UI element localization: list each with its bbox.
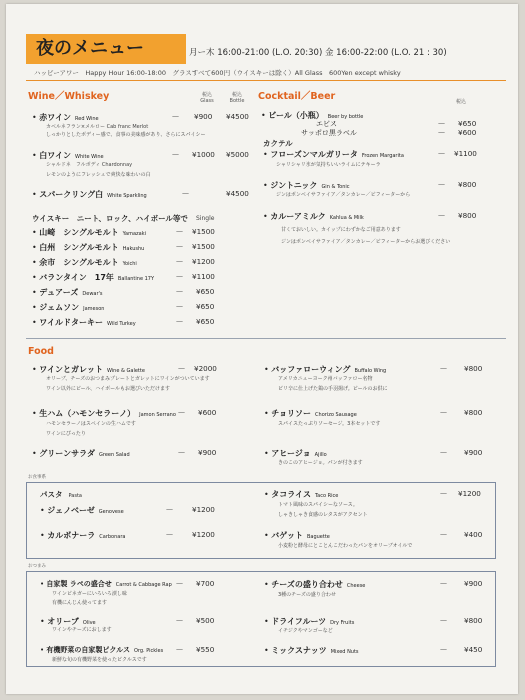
item-name-en: Ballantine 17Y: [117, 276, 155, 282]
item-name: ドライフルーツ: [271, 617, 327, 626]
menu-item-sparkling: • スパークリング白 White Sparkling: [32, 190, 147, 199]
dash: —: [182, 189, 189, 197]
item-desc: ハモンセラーノはスペインの生ハムです: [46, 421, 136, 427]
item-desc: ピリ辛に仕上げた鶏の手羽揚げ。ビールのお供に: [278, 386, 388, 392]
menu-item-cocktail: • ジントニック Gin & Tonic: [263, 181, 350, 190]
item-desc: 有機にんじん使ってます: [52, 600, 108, 606]
dash: —: [176, 302, 183, 310]
pasta-heading-jp: パスタ: [40, 490, 63, 499]
menu-item-cocktail: • カルーアミルク Kahlua & Milk: [263, 212, 364, 221]
menu-item-snack: • オリーブ Olive: [40, 617, 96, 626]
item-desc: きのこのアヒージョ。パンが付きます: [278, 460, 363, 466]
cocktail-heading: カクテル: [263, 139, 293, 148]
dash: —: [438, 149, 445, 157]
menu-item-whisky: • 余市 シングルモルト Yoichi: [32, 258, 137, 267]
menu-item-white-wine: • 白ワイン White Wine: [32, 151, 104, 160]
item-name-en: Wine & Galette: [106, 368, 145, 374]
dash: —: [440, 408, 447, 416]
item-name: ワインとガレット: [39, 365, 103, 374]
item-name-en: Dewar's: [82, 291, 103, 297]
item-desc: ワイン以外にビール、ハイボールもお選びいただけます: [46, 386, 171, 392]
bottle-tax-label: 税込: [231, 92, 242, 98]
bottle-header: [222, 92, 252, 104]
item-name-en: Frozen Margarita: [361, 153, 404, 159]
dash: —: [176, 616, 183, 624]
item-name-en: Yoichi: [122, 261, 137, 267]
menu-item-food: • バッファローウィング Buffalo Wing: [264, 365, 387, 374]
item-name-en: White Sparkling: [107, 193, 147, 199]
item-desc: 新鮮な旬の有機野菜を使ったピクルスです: [52, 657, 147, 663]
menu-item-pasta: • カルボナーラ Carbonara: [40, 531, 126, 540]
happy-hour-note: ハッピーアワー Happy Hour 16:00-18:00 グラスすべて600円（ウイスキーは除く）All Glass 600Yen except whisky: [34, 69, 401, 77]
beer-sapporo: サッポロ黒ラベル: [301, 129, 357, 137]
item-name: 赤ワイン: [39, 113, 72, 122]
price: ¥900: [464, 448, 483, 457]
menu-item-cocktail: • フローズンマルガリータ Frozen Margarita: [263, 150, 404, 159]
item-name-en: Buffalo Wing: [354, 368, 387, 374]
menu-title: 夜のメニュー: [26, 34, 186, 64]
item-name: バゲット: [271, 531, 303, 540]
dash: —: [178, 448, 185, 456]
item-desc: シャルドネ フルボディ Chardonnay: [46, 162, 133, 168]
menu-item-snack: • ドライフルーツ Dry Fruits: [264, 617, 355, 626]
price-bottle: ¥4500: [226, 112, 249, 121]
item-desc: ジンはボンベイサファイア／タンカレー／ビフィーターからお選びください: [281, 239, 451, 245]
menu-item-food: • 生ハム（ハモンセラーノ） Jamon Serrano: [32, 409, 176, 418]
price: ¥400: [464, 530, 483, 539]
dash: —: [438, 180, 445, 188]
dash: —: [438, 119, 445, 127]
dash: —: [440, 364, 447, 372]
opening-hours: 月ー木 16:00-21:00 (L.O. 20:30) 金 16:00-22:00 (L.O. 21 : 30): [189, 48, 447, 58]
item-desc: レモンのようにフレッシュで爽快な味わいの白: [46, 172, 151, 178]
item-desc: ワインビネガーにいろいろ漬し味: [52, 591, 127, 597]
section-wine-whiskey: Wine／Whiskey: [28, 91, 110, 102]
item-name-en: Beer by bottle: [327, 114, 364, 120]
price: ¥800: [464, 408, 483, 417]
item-name: カルボナーラ: [47, 531, 96, 540]
item-name: 有機野菜の自家製ピクルス: [46, 646, 130, 654]
price: ¥1200: [192, 505, 215, 514]
item-name: フローズンマルガリータ: [270, 150, 358, 159]
item-name: ジントニック: [270, 181, 318, 190]
price: ¥600: [458, 128, 477, 137]
price: ¥550: [196, 645, 215, 654]
item-name: デュアーズ: [39, 288, 79, 297]
item-name-en: Jamon Serrano: [139, 412, 176, 418]
price: ¥500: [196, 616, 215, 625]
item-desc: イチジクやマンゴーなど: [278, 628, 333, 634]
dash: —: [172, 150, 179, 158]
header-divider: [26, 80, 506, 81]
price: ¥1500: [192, 227, 215, 236]
price: ¥1200: [458, 489, 481, 498]
item-name: チーズの盛り合わせ: [271, 580, 343, 589]
dash: —: [440, 579, 447, 587]
price: ¥650: [196, 287, 215, 296]
menu-item-meal: • タコライス Taco Rice: [264, 490, 339, 499]
menu-item-whisky: • ジェムソン Jameson: [32, 303, 105, 312]
menu-item-meal: • バゲット Baguette: [264, 531, 330, 540]
menu-item-whisky: • ワイルドターキー Wild Turkey: [32, 318, 136, 327]
dash: —: [176, 242, 183, 250]
item-name: 余市 シングルモルト: [39, 258, 119, 267]
item-name: ワイルドターキー: [39, 318, 104, 327]
item-name: ジェノベーゼ: [47, 506, 95, 515]
item-name: 山崎 シングルモルト: [39, 228, 119, 237]
price-bottle: ¥4500: [226, 189, 249, 198]
menu-item-snack: • ミックスナッツ Mixed Nuts: [264, 646, 359, 655]
price: ¥650: [196, 302, 215, 311]
price: ¥1200: [192, 257, 215, 266]
item-desc: ジンはボンベイサファイア／タンカレー／ビフィーターから: [276, 192, 411, 198]
price: ¥1100: [454, 149, 477, 158]
price: ¥800: [458, 211, 477, 220]
item-name: 自家製 ラペの盛合せ: [46, 580, 112, 588]
dash: —: [440, 448, 447, 456]
item-name: 白ワイン: [39, 151, 72, 160]
item-name: チョリソー: [271, 409, 312, 418]
price: ¥650: [458, 119, 477, 128]
section-divider: [26, 338, 506, 339]
price: ¥1500: [192, 242, 215, 251]
item-desc: トマト風味のスパイシーなソース。: [278, 502, 358, 508]
price: ¥900: [198, 448, 217, 457]
item-name-en: White Wine: [75, 154, 104, 160]
menu-item-snack: • チーズの盛り合わせ Cheese: [264, 580, 366, 589]
item-name-en: Genovese: [98, 509, 124, 515]
item-desc: 3種のチーズの盛り合わせ: [278, 592, 336, 598]
item-name: カルーアミルク: [270, 212, 326, 221]
dash: —: [166, 530, 173, 538]
price: ¥1100: [192, 272, 215, 281]
dash: —: [176, 579, 183, 587]
price: ¥700: [196, 579, 215, 588]
glass-header: [192, 92, 222, 104]
glass-tax-label: 税込: [201, 92, 212, 98]
item-name-en: Chorizo Sausage: [315, 412, 357, 418]
price: ¥800: [464, 364, 483, 373]
dash: —: [440, 489, 447, 497]
section-cocktail-beer: Cocktail／Beer: [258, 91, 336, 102]
price: ¥900: [464, 579, 483, 588]
dash: —: [440, 530, 447, 538]
item-desc: しゃきしゃき食感のレタスがアクセント: [278, 512, 368, 518]
item-name: タコライス: [271, 490, 311, 499]
dash: —: [176, 317, 183, 325]
item-name: ビール（小瓶）: [268, 111, 324, 120]
dash: —: [440, 645, 447, 653]
item-name: グリーンサラダ: [39, 449, 96, 458]
item-name: ミックスナッツ: [271, 646, 327, 655]
item-desc: しっかりとしたボディー感で、食事の美味感があり、さらにスパイシー: [46, 132, 206, 138]
item-name-en: Carrot & Cabbage Rap: [115, 582, 172, 588]
menu-page: [6, 4, 518, 694]
price: ¥450: [464, 645, 483, 654]
dash: —: [438, 211, 445, 219]
dash: —: [438, 128, 445, 136]
item-name-en: Ajillo: [314, 452, 327, 458]
item-name-en: Gin & Tonic: [321, 184, 350, 190]
menu-item-whisky: • 白州 シングルモルト Hakushu: [32, 243, 145, 252]
item-name-en: Jameson: [83, 306, 105, 312]
glass-label: Glass: [200, 98, 214, 104]
menu-item-food: • グリーンサラダ Green Salad: [32, 449, 130, 458]
price: ¥2000: [194, 364, 217, 373]
item-name-en: Org. Pickles: [133, 648, 164, 654]
menu-item-whisky: • 山崎 シングルモルト Yamazaki: [32, 228, 147, 237]
item-desc: 小麦粉と酵母にとことんこだわったパンをオリーブオイルで: [278, 543, 413, 549]
item-name-en: Yamazaki: [122, 231, 147, 237]
price: ¥1200: [192, 530, 215, 539]
single-label: Single: [196, 215, 215, 222]
whisky-heading: ウイスキー ニート、ロック、ハイボール等で: [32, 214, 188, 223]
price-glass: ¥900: [194, 112, 213, 121]
item-name-en: Red Wine: [75, 116, 99, 122]
beer-tax-header: 税込: [455, 99, 466, 105]
item-name-en: Baguette: [306, 534, 330, 540]
menu-item-food: • アヒージョ Ajillo: [264, 449, 327, 458]
meal-box: [26, 482, 496, 559]
dash: —: [178, 364, 185, 372]
dash: —: [178, 408, 185, 416]
item-name: ジェムソン: [39, 303, 80, 312]
dash: —: [176, 227, 183, 235]
box2-label: おつまみ: [28, 564, 46, 569]
item-name-en: Wild Turkey: [107, 321, 136, 327]
item-name-en: Cheese: [346, 583, 366, 589]
item-name: 生ハム（ハモンセラーノ）: [39, 409, 136, 418]
price: ¥650: [196, 317, 215, 326]
item-name-en: Green Salad: [99, 452, 130, 458]
item-name-en: Dry Fruits: [330, 620, 355, 626]
box1-label: お食事系: [28, 475, 46, 480]
pasta-heading: [40, 489, 82, 500]
item-desc: カベルネフラン×メルロー Cab franc Merlot: [46, 124, 149, 130]
item-name: 白州 シングルモルト: [39, 243, 119, 252]
item-name-en: Taco Rice: [314, 493, 339, 499]
item-desc: スパイスたっぷりソーセージ。3本セットです: [278, 421, 381, 427]
item-name-en: Carbonara: [99, 534, 126, 540]
item-desc: 甘くておいしい。カイップにわずかなご用意あります: [281, 227, 401, 233]
menu-item-food: • チョリソー Chorizo Sausage: [264, 409, 357, 418]
item-name-en: Kahlua & Milk: [329, 215, 364, 221]
item-desc: アメリカニューヨーク州バッファロー名物: [278, 376, 373, 382]
price: ¥800: [464, 616, 483, 625]
menu-item-beer: • ビール（小瓶） Beer by bottle: [261, 111, 364, 120]
dash: —: [176, 272, 183, 280]
item-desc: シャリシャリ氷が気持ちいいライムにテキーラ: [276, 162, 381, 168]
dash: —: [176, 287, 183, 295]
price: ¥600: [198, 408, 217, 417]
item-desc: ワインにぴったり: [46, 431, 86, 437]
dash: —: [176, 257, 183, 265]
dash: —: [172, 112, 179, 120]
menu-item-pasta: • ジェノベーゼ Genovese: [40, 506, 124, 515]
dash: —: [166, 505, 173, 513]
item-name-en: Mixed Nuts: [330, 649, 359, 655]
item-name: スパークリング白: [39, 190, 104, 199]
item-name-en: Olive: [82, 620, 96, 626]
menu-item-whisky: • バランタイン 17年 Ballantine 17Y: [32, 273, 155, 282]
price: ¥800: [458, 180, 477, 189]
menu-item-whisky: • デュアーズ Dewar's: [32, 288, 103, 297]
menu-item-snack: • 有機野菜の自家製ピクルス Org. Pickles: [40, 646, 164, 654]
item-name: アヒージョ: [271, 449, 311, 458]
price-glass: ¥1000: [192, 150, 215, 159]
item-name-en: Hakushu: [122, 246, 145, 252]
section-food: Food: [28, 346, 54, 357]
item-desc: オリーブ、チーズのおつまみプレートとガレットにワインがついています: [46, 376, 210, 382]
beer-ebisu: エビス: [316, 120, 337, 128]
item-desc: ワインやチーズにおします: [52, 627, 112, 633]
bottle-label: Bottle: [229, 98, 245, 104]
pasta-heading-en: Pasta: [68, 493, 82, 499]
menu-item-snack: • 自家製 ラペの盛合せ Carrot & Cabbage Rap: [40, 580, 172, 588]
dash: —: [440, 616, 447, 624]
item-name: バランタイン 17年: [39, 273, 114, 282]
menu-item-food: • ワインとガレット Wine & Galette: [32, 365, 145, 374]
item-name: オリーブ: [47, 617, 79, 626]
price-bottle: ¥5000: [226, 150, 249, 159]
menu-item-red-wine: • 赤ワイン Red Wine: [32, 113, 99, 122]
item-name: バッファローウィング: [271, 365, 351, 374]
dash: —: [176, 645, 183, 653]
